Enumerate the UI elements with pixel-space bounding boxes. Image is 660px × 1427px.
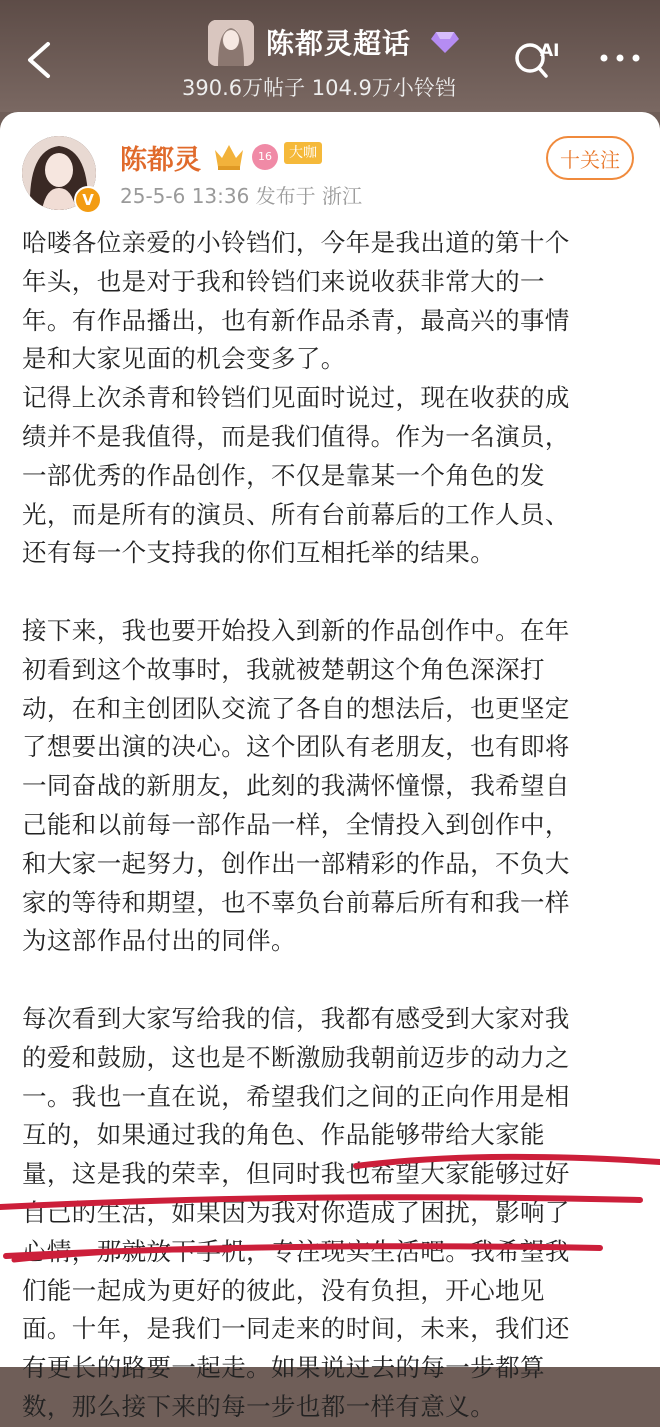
- level-badge: 16: [252, 144, 278, 170]
- post-line: 记得上次杀青和铃铛们见面时说过，现在收获的成: [22, 383, 570, 413]
- topic-header: [0, 0, 660, 112]
- post-line: 心情，那就放下手机，专注现实生活吧。我希望我: [22, 1236, 570, 1266]
- topic-avatar[interactable]: [208, 20, 254, 66]
- post-line: 们能一起成为更好的彼此，没有负担，开心地见: [22, 1275, 545, 1305]
- post-line: 数，那么接下来的每一步也都一样有意义。: [22, 1391, 496, 1421]
- post-line: 为这部作品付出的同伴。: [22, 926, 296, 956]
- post-line: 绩并不是我值得，而是我们值得。作为一名演员，: [22, 421, 570, 451]
- ai-label: AI: [540, 41, 560, 61]
- post-line: 了想要出演的决心。这个团队有老朋友，也有即将: [22, 732, 570, 762]
- post-line: 家的等待和期望，也不辜负台前幕后所有和我一样: [22, 887, 570, 917]
- post-line: 一。我也一直在说，希望我们之间的正向作用是相: [22, 1081, 570, 1111]
- post-line: 一同奋战的新朋友，此刻的我满怀憧憬，我希望自: [22, 771, 570, 801]
- post-line: 有更长的路要一起走。如果说过去的每一步都算: [22, 1353, 545, 1383]
- post-line: 哈喽各位亲爱的小铃铛们，今年是我出道的第十个: [22, 228, 570, 257]
- post-line: [22, 573, 644, 612]
- post-meta: 25-5-6 13:36 发布于 浙江: [120, 184, 363, 208]
- vip-tag: 大咖: [284, 142, 322, 164]
- verified-badge: V: [74, 186, 102, 214]
- more-options-icon[interactable]: [598, 50, 642, 66]
- post-line: 动，在和主创团队交流了各自的想法后，也更坚定: [22, 693, 570, 723]
- ai-search-button[interactable]: [510, 34, 562, 82]
- post-line: [22, 961, 644, 1000]
- follow-button[interactable]: 十关注: [546, 136, 634, 180]
- crown-icon: [212, 140, 246, 172]
- diamond-icon: [430, 30, 460, 54]
- post-line: 的爱和鼓励，这也是不断激励我朝前迈步的动力之: [22, 1042, 570, 1072]
- post-line: 年头，也是对于我和铃铛们来说收获非常大的一: [22, 266, 545, 296]
- post-line: 量，这是我的荣幸，但同时我也希望大家能够过好: [22, 1159, 570, 1189]
- post-line: 和大家一起努力，创作出一部精彩的作品，不负大: [22, 848, 570, 878]
- topic-title: 陈都灵超话: [266, 27, 412, 60]
- author-name[interactable]: 陈都灵: [120, 145, 201, 176]
- post-line: 是和大家见面的机会变多了。: [22, 344, 346, 374]
- post-line: 自己的生活，如果因为我对你造成了困扰，影响了: [22, 1197, 570, 1227]
- post-line: 己能和以前每一部作品一样，全情投入到创作中，: [22, 809, 570, 839]
- post-line: 接下来，我也要开始投入到新的作品创作中。在年: [22, 615, 570, 645]
- post-line: 年。有作品播出，也有新作品杀青，最高兴的事情: [22, 305, 570, 335]
- post-line: 还有每一个支持我的你们互相托举的结果。: [22, 538, 496, 568]
- back-arrow-icon[interactable]: [20, 38, 60, 82]
- post-line: 光，而是所有的演员、所有台前幕后的工作人员、: [22, 499, 570, 529]
- post-line: 初看到这个故事时，我就被楚朝这个角色深深打: [22, 654, 545, 684]
- post-line: 互的，如果通过我的角色、作品能够带给大家能: [22, 1120, 545, 1150]
- post-line: 一部优秀的作品创作，不仅是靠某一个角色的发: [22, 460, 545, 490]
- post-line: 面。十年，是我们一同走来的时间，未来，我们还: [22, 1314, 570, 1344]
- topic-stats: 390.6万帖子 104.9万小铃铛: [182, 76, 456, 100]
- post-card: [0, 112, 660, 1421]
- search-icon: [510, 34, 562, 82]
- post-line: 每次看到大家写给我的信，我都有感受到大家对我: [22, 1003, 570, 1033]
- post-body: [22, 224, 644, 1427]
